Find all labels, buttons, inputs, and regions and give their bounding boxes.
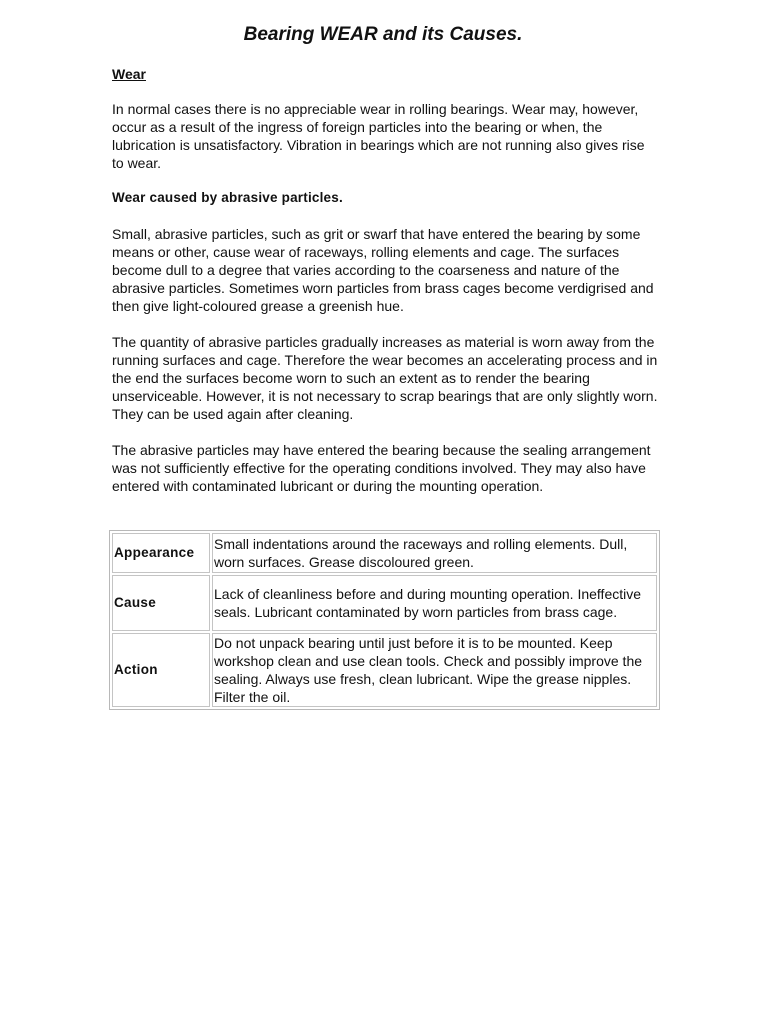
row-text-appearance: Small indentations around the raceways and rolling elements. Dull, worn surfaces. Grease discoloured green. [212, 533, 657, 573]
row-text-cause: Lack of cleanliness before and during mounting operation. Ineffective seals. Lubricant contaminated by worn particles from brass cage. [212, 575, 657, 631]
body-paragraph-3: The abrasive particles may have entered the bearing because the sealing arrangement was not sufficiently effective for the operating conditions involved. They may also have entered with contaminated lubricant or during the mounting operation. [112, 442, 651, 494]
page-title: Bearing WEAR and its Causes. [243, 24, 523, 45]
row-text-action: Do not unpack bearing until just before it is to be mounted. Keep workshop clean and use clean tools. Check and possibly improve the sealing. Always use fresh, clean lubricant. Wipe the grease nipples. Filter the oil. [212, 633, 657, 707]
body-paragraph-1: Small, abrasive particles, such as grit or swarf that have entered the bearing by some means or other, cause wear of raceways, rolling elements and cage. The surfaces become dull to a degree that varies according to the coarseness and nature of the abrasive particles. Sometimes worn particles from brass cages become verdigrised and then give light-coloured grease a greenish hue. [112, 226, 654, 314]
document-page [112, 22, 660, 495]
table-row [112, 575, 657, 631]
wear-summary-table [109, 530, 660, 710]
intro-paragraph: In normal cases there is no appreciable wear in rolling bearings. Wear may, however, occur as a result of the ingress of foreign particles into the bearing or when, the lubrication is unsatisfactory. Vibration in bearings which are not running also gives rise to wear. [112, 101, 645, 171]
body-paragraph-2: The quantity of abrasive particles gradually increases as material is worn away from the running surfaces and cage. Therefore the wear becomes an accelerating process and in the end the surfaces become worn to such an extent as to render the bearing unserviceable. However, it is not necessary to scrap bearings that are only slightly worn. They can be used again after cleaning. [112, 334, 658, 422]
section-heading-wear: Wear [112, 66, 146, 82]
subheading-abrasive-particles: Wear caused by abrasive particles. [112, 190, 343, 205]
row-label-cause: Cause [112, 575, 210, 631]
row-label-appearance: Appearance [112, 533, 210, 573]
table-row [112, 633, 657, 707]
table-row [112, 533, 657, 573]
row-label-action: Action [112, 633, 210, 707]
